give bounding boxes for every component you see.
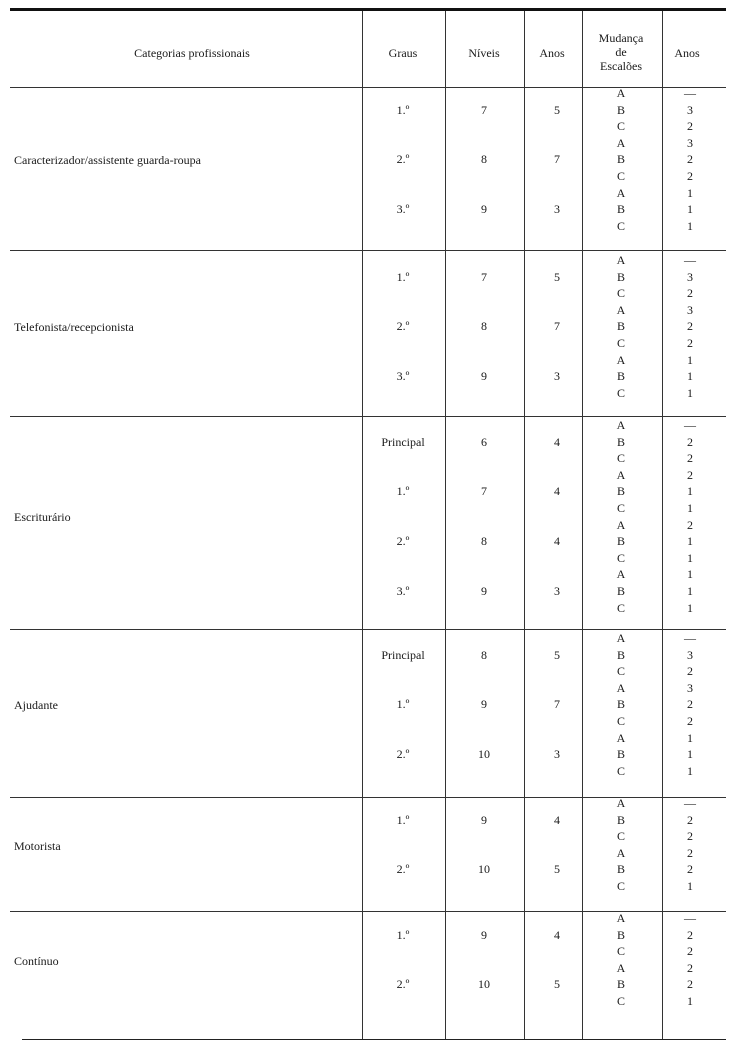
anos-cell: 5: [554, 977, 560, 992]
anos-cell: 3: [554, 747, 560, 762]
anos-escalao-cell: 1: [687, 730, 693, 745]
anos-cell: 4: [554, 484, 560, 499]
anos-cell: 5: [554, 647, 560, 662]
anos-escalao-cell: 1: [687, 550, 693, 565]
anos-escalao-cell: 1: [687, 501, 693, 515]
escalao-cell: A: [616, 185, 626, 200]
header-mudanca-line2: de: [615, 45, 627, 59]
anos-cell: 4: [554, 534, 560, 549]
escalao-cell: B: [616, 647, 626, 662]
escalao-cell: B: [616, 812, 626, 827]
anos-escalao-cell: 1: [687, 600, 693, 615]
anos-escalao-cell: 2: [687, 169, 693, 183]
anos-escalao-cell: 1: [687, 567, 693, 582]
anos-escalao-cell: 3: [687, 302, 693, 317]
escalao-cell: C: [616, 879, 626, 893]
anos-escalao-cell: 2: [687, 286, 693, 301]
grau-cell: 2.º: [396, 319, 410, 334]
nivel-cell: 10: [478, 862, 490, 877]
escalao-cell: B: [616, 434, 626, 449]
escalao-cell: A: [616, 911, 626, 925]
col-divider-2: [445, 11, 446, 1039]
anos-escalao-cell: 2: [687, 467, 693, 482]
header-categorias: Categorias profissionais: [134, 46, 250, 60]
escalao-cell: C: [616, 169, 626, 183]
grau-cell: Principal: [381, 434, 425, 449]
anos-escalao-cell: 1: [687, 218, 693, 233]
col-divider-3: [524, 11, 525, 1039]
nivel-cell: 10: [478, 977, 490, 992]
anos-escalao-cell: 1: [687, 369, 693, 384]
escalao-cell: B: [616, 534, 626, 549]
anos-escalao-cell: 1: [687, 202, 693, 217]
header-mudanca: [582, 31, 660, 73]
anos-escalao-cell: 1: [687, 385, 693, 400]
escalao-cell: C: [616, 385, 626, 400]
escalao-cell: A: [616, 253, 626, 267]
anos-escalao-cell: 2: [687, 927, 693, 942]
anos-escalao-cell: 1: [687, 185, 693, 200]
escalao-cell: B: [616, 369, 626, 384]
escalao-cell: A: [616, 352, 626, 367]
escalao-cell: B: [616, 977, 626, 992]
escalao-cell: B: [616, 584, 626, 598]
grau-cell: 3.º: [396, 202, 410, 217]
anos-escalao-cell: 3: [687, 680, 693, 695]
anos-escalao-cell: 1: [687, 994, 693, 1008]
anos-cell: 5: [554, 269, 560, 284]
anos-escalao-cell: 3: [687, 269, 693, 284]
escalao-cell: C: [616, 336, 626, 350]
anos-escalao-cell: 1: [687, 352, 693, 367]
anos-escalao-cell: —: [684, 86, 696, 100]
grau-cell: Principal: [381, 647, 425, 662]
nivel-cell: 6: [481, 434, 487, 449]
anos-escalao-cell: 2: [687, 664, 693, 679]
anos-escalao-cell: —: [684, 796, 696, 810]
col-divider-1: [362, 11, 363, 1039]
anos-escalao-cell: —: [684, 911, 696, 925]
nivel-cell: 8: [481, 647, 487, 662]
category-label: Motorista: [14, 838, 61, 853]
escalao-cell: C: [616, 600, 626, 615]
anos-escalao-cell: 2: [687, 119, 693, 134]
escalao-cell: C: [616, 286, 626, 301]
anos-cell: 3: [554, 369, 560, 384]
grau-cell: 1.º: [396, 927, 410, 942]
nivel-cell: 7: [481, 269, 487, 284]
anos-escalao-cell: 1: [687, 747, 693, 762]
anos-cell: 7: [554, 152, 560, 167]
anos-escalao-cell: 2: [687, 434, 693, 449]
anos-escalao-cell: —: [684, 253, 696, 267]
anos-escalao-cell: 2: [687, 517, 693, 532]
anos-escalao-cell: 2: [687, 944, 693, 959]
escalao-cell: B: [616, 319, 626, 334]
escalao-cell: A: [616, 517, 626, 532]
escalao-cell: A: [616, 86, 626, 100]
top-rule: [10, 8, 726, 11]
anos-escalao-cell: 2: [687, 960, 693, 975]
anos-escalao-cell: 2: [687, 152, 693, 167]
group-divider: [10, 629, 726, 630]
escalao-cell: C: [616, 994, 626, 1008]
anos-cell: 7: [554, 697, 560, 712]
category-label: Contínuo: [14, 953, 59, 968]
nivel-cell: 9: [481, 927, 487, 942]
grau-cell: 2.º: [396, 152, 410, 167]
escalao-cell: A: [616, 730, 626, 745]
escalao-cell: A: [616, 135, 626, 150]
category-label: Caracterizador/assistente guarda-roupa: [14, 153, 201, 168]
nivel-cell: 7: [481, 102, 487, 117]
nivel-cell: 7: [481, 484, 487, 499]
anos-escalao-cell: —: [684, 631, 696, 645]
nivel-cell: 9: [481, 697, 487, 712]
escalao-cell: C: [616, 944, 626, 959]
grau-cell: 1.º: [396, 102, 410, 117]
anos-cell: 3: [554, 584, 560, 598]
nivel-cell: 10: [478, 747, 490, 762]
grau-cell: 2.º: [396, 977, 410, 992]
escalao-cell: B: [616, 102, 626, 117]
anos-escalao-cell: 1: [687, 534, 693, 549]
escalao-cell: A: [616, 302, 626, 317]
nivel-cell: 8: [481, 152, 487, 167]
grau-cell: 2.º: [396, 534, 410, 549]
anos-escalao-cell: 1: [687, 763, 693, 778]
escalao-cell: C: [616, 763, 626, 778]
header-mudanca-line1: Mudança: [598, 31, 644, 45]
grau-cell: 2.º: [396, 862, 410, 877]
grau-cell: 3.º: [396, 369, 410, 384]
grau-cell: 2.º: [396, 747, 410, 762]
anos-cell: 5: [554, 862, 560, 877]
grau-cell: 1.º: [396, 812, 410, 827]
category-label: Ajudante: [14, 698, 58, 713]
anos-escalao-cell: 2: [687, 451, 693, 466]
escalao-cell: A: [616, 418, 626, 432]
anos-escalao-cell: 2: [687, 862, 693, 877]
header-mudanca-line3: Escalões: [600, 59, 642, 73]
escalao-cell: B: [616, 697, 626, 712]
escalao-cell: A: [616, 567, 626, 582]
anos-escalao-cell: —: [684, 418, 696, 432]
anos-escalao-cell: 2: [687, 714, 693, 728]
nivel-cell: 9: [481, 812, 487, 827]
header-niveis: Níveis: [468, 46, 500, 60]
anos-escalao-cell: 1: [687, 879, 693, 893]
anos-cell: 3: [554, 202, 560, 217]
escalao-cell: B: [616, 152, 626, 167]
escalao-cell: B: [616, 202, 626, 217]
escalao-cell: C: [616, 714, 626, 728]
group-divider: [10, 250, 726, 251]
escalao-cell: B: [616, 927, 626, 942]
category-label: Telefonista/recepcionista: [14, 320, 134, 335]
escalao-cell: C: [616, 550, 626, 565]
col-divider-4: [582, 11, 583, 1039]
grau-cell: 1.º: [396, 269, 410, 284]
col-divider-5: [662, 11, 663, 1039]
header-anos2: Anos: [674, 46, 700, 60]
escalao-cell: A: [616, 845, 626, 860]
anos-escalao-cell: 2: [687, 829, 693, 844]
escalao-cell: B: [616, 484, 626, 499]
escalao-cell: B: [616, 862, 626, 877]
escalao-cell: A: [616, 796, 626, 810]
grau-cell: 3.º: [396, 584, 410, 598]
nivel-cell: 9: [481, 202, 487, 217]
anos-cell: 4: [554, 434, 560, 449]
category-label: Escriturário: [14, 510, 71, 525]
anos-escalao-cell: 2: [687, 845, 693, 860]
anos-cell: 7: [554, 319, 560, 334]
escalao-cell: A: [616, 680, 626, 695]
escalao-cell: A: [616, 960, 626, 975]
header-anos: Anos: [539, 46, 565, 60]
anos-escalao-cell: 3: [687, 647, 693, 662]
anos-escalao-cell: 2: [687, 697, 693, 712]
anos-escalao-cell: 1: [687, 584, 693, 598]
anos-cell: 4: [554, 812, 560, 827]
escalao-cell: C: [616, 119, 626, 134]
escalao-cell: C: [616, 218, 626, 233]
nivel-cell: 9: [481, 584, 487, 598]
escalao-cell: C: [616, 451, 626, 466]
grau-cell: 1.º: [396, 697, 410, 712]
anos-escalao-cell: 2: [687, 812, 693, 827]
escalao-cell: C: [616, 829, 626, 844]
escalao-cell: A: [616, 631, 626, 645]
bottom-rule: [22, 1039, 726, 1040]
header-graus: Graus: [388, 46, 418, 60]
escalao-cell: C: [616, 501, 626, 515]
anos-escalao-cell: 1: [687, 484, 693, 499]
nivel-cell: 8: [481, 534, 487, 549]
anos-cell: 4: [554, 927, 560, 942]
anos-escalao-cell: 2: [687, 977, 693, 992]
anos-escalao-cell: 3: [687, 102, 693, 117]
grau-cell: 1.º: [396, 484, 410, 499]
escalao-cell: B: [616, 269, 626, 284]
anos-escalao-cell: 2: [687, 336, 693, 350]
escalao-cell: B: [616, 747, 626, 762]
escalao-cell: A: [616, 467, 626, 482]
anos-escalao-cell: 3: [687, 135, 693, 150]
anos-escalao-cell: 2: [687, 319, 693, 334]
nivel-cell: 8: [481, 319, 487, 334]
escalao-cell: C: [616, 664, 626, 679]
nivel-cell: 9: [481, 369, 487, 384]
anos-cell: 5: [554, 102, 560, 117]
group-divider: [10, 416, 726, 417]
